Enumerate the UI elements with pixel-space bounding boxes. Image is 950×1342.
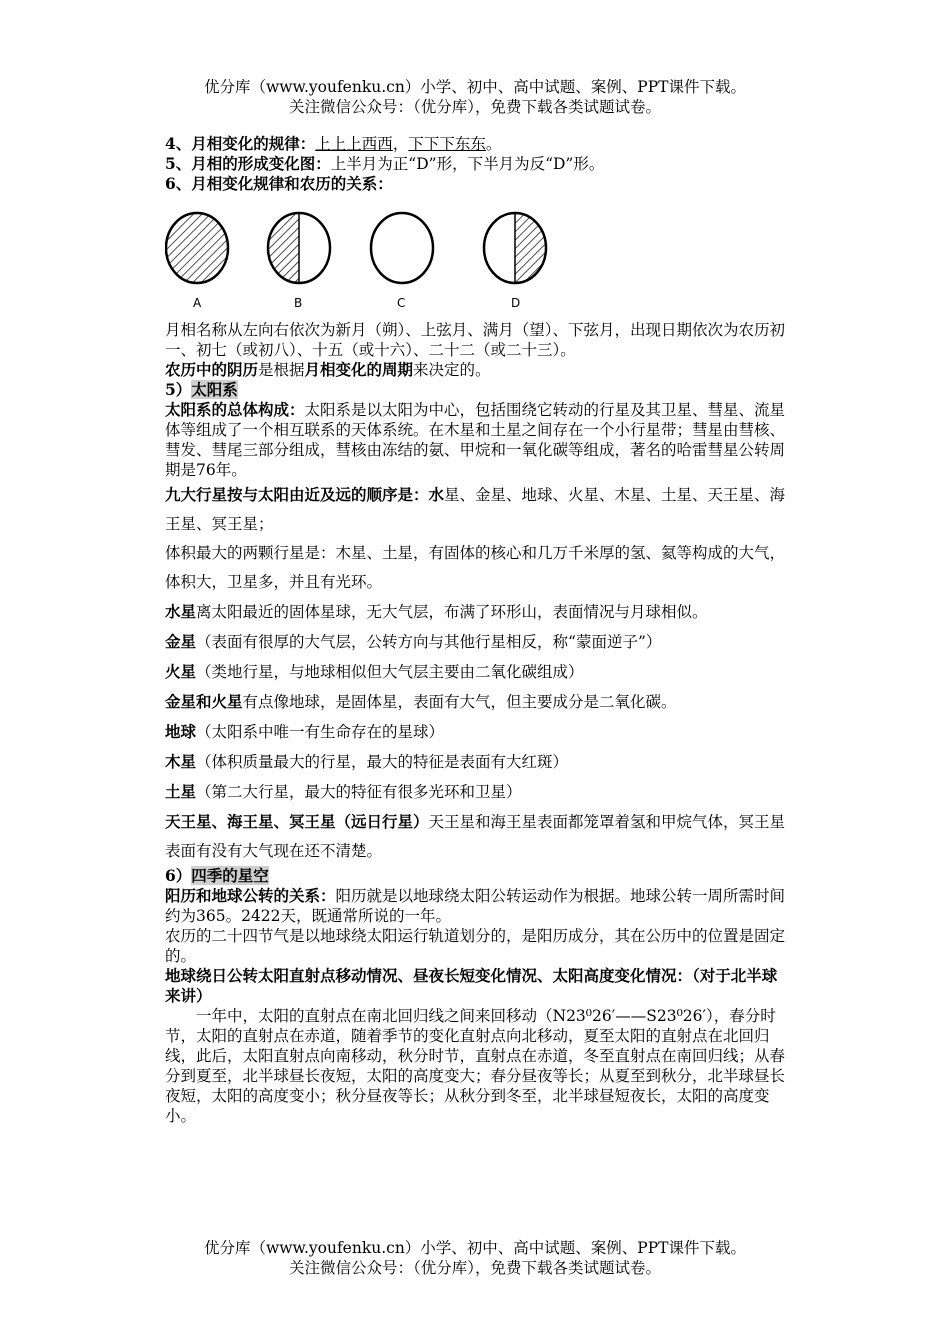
solar-terms: 农历的二十四节气是以地球绕太阳运行轨道划分的，是阳历成分，其在公历中的位置是固定的。 [165, 927, 786, 965]
page-footer [0, 1238, 950, 1278]
largest-planets: 体积最大的两颗行星是：木星、土星，有固体的核心和几万千米厚的氢、氦等构成的大气，体积大，卫星多，并且有光环。 [165, 544, 786, 591]
section-heading-four-seasons: 6）四季的星空 [165, 866, 269, 885]
planet-venus-mars: 金星和火星有点像地球，是固体星，表面有大气，但主要成分是二氧化碳。 [165, 692, 677, 711]
moon-label-b: B [294, 296, 303, 310]
moon-phase-description: 月相名称从左向右依次为新月（朔）、上弦月、满月（望）、下弦月，出现日期依次为农历初一、初七（或初八）、十五（或十六）、二十二（或二十三）。 [165, 321, 786, 359]
header-line-2: 关注微信公众号：（优分库），免费下载各类试题试卷。 [288, 98, 661, 116]
planet-saturn: 土星（第二大行星，最大的特征有很多光环和卫星） [165, 782, 522, 801]
planet-mercury: 水星离太阳最近的固体星球，无大气层，布满了环形山，表面情况与月球相似。 [165, 602, 708, 621]
page-header [0, 77, 950, 117]
moon-phase-diagram-text: 5、月相的形成变化图：上半月为正“D”形，下半月为反“D”形。 [165, 154, 605, 173]
moon-phase-rule: 4、月相变化的规律：上上上西西，下下下东东。 [165, 134, 502, 153]
blank-answer-2: 下下下东东 [408, 135, 486, 153]
section-heading-solar-system: 5）太阳系 [165, 380, 238, 399]
orbit-paragraph: 一年中，太阳的直射点在南北回归线之间来回移动（N23⁰26′——S23⁰26′），春分时节，太阳的直射点在赤道，随着季节的变化直射点向北移动，夏至太阳的直射点在北回归线，此后，太阳直射点向南移动，秋分时节，直射点在赤道，冬至直射点在南回归线；从春分到夏至，北半球昼长夜短，太阳的高度变大；春分昼夜等长；从夏至到秋分，北半球昼长夜短，太阳的高度变小；秋分昼夜等长；从秋分到冬至，北半球昼短夜长，太阳的高度变小。 [165, 1007, 786, 1125]
footer-line-1: 优分库（www.youfenku.cn）小学、初中、高中试题、案例、PPT课件下载。 [203, 1239, 747, 1257]
blank-answer-1: 上上上西西 [315, 135, 393, 153]
moon-label-c: C [397, 296, 406, 310]
planet-jupiter: 木星（体积质量最大的行星，最大的特征是表面有大红斑） [165, 752, 569, 771]
solar-calendar-relation: 阳历和地球公转的关系：阳历就是以地球绕太阳公转运动作为根据。地球公转一周所需时间约为365。2422天，既通常所说的一年。 [165, 886, 786, 925]
lunar-calendar-note: 农历中的阴历是根据月相变化的周期来决定的。 [165, 360, 491, 379]
orbit-heading: 地球绕日公转太阳直射点移动情况、昼夜长短变化情况、太阳高度变化情况：（对于北半球来讲） [165, 966, 778, 1005]
moon-phase-figure [165, 208, 791, 312]
moon-phase-svg [165, 208, 585, 312]
planet-mars: 火星（类地行星，与地球相似但大气层主要由二氧化碳组成） [165, 662, 584, 681]
planet-earth: 地球（太阳系中唯一有生命存在的星球） [165, 722, 445, 741]
footer-line-2: 关注微信公众号：（优分库），免费下载各类试题试卷。 [288, 1259, 661, 1277]
moon-c-full [371, 213, 433, 283]
moon-b-first-quarter [268, 213, 330, 283]
header-line-1: 优分库（www.youfenku.cn）小学、初中、高中试题、案例、PPT课件下载。 [203, 78, 747, 96]
document-body [165, 134, 791, 1126]
moon-d-last-quarter [484, 213, 546, 283]
planet-order: 九大行星按与太阳由近及远的顺序是：水星、金星、地球、火星、木星、土星、天王星、海王星、冥王星； [165, 485, 786, 533]
solar-system-composition: 太阳系的总体构成：太阳系是以太阳为中心，包括围绕它转动的行星及其卫星、彗星、流星体等组成了一个相互联系的天体系统。在木星和土星之间存在一个小行星带；彗星由彗核、彗发、彗尾三部分组成，彗核由冻结的氨、甲烷和一氧化碳等组成，著名的哈雷彗星公转周期是76年。 [165, 400, 786, 479]
moon-label-a: A [193, 296, 202, 310]
planet-outer: 天王星、海王星、冥王星（远日行星）天王星和海王星表面都笼罩着氢和甲烷气体，冥王星表面有没有大气现在还不清楚。 [165, 812, 786, 860]
planet-venus: 金星（表面有很厚的大气层，公转方向与其他行星相反，称“蒙面逆子”） [165, 632, 662, 651]
moon-a-new [166, 213, 228, 283]
moon-lunar-relation-heading: 6、月相变化规律和农历的关系： [165, 174, 393, 193]
moon-label-d: D [511, 296, 521, 310]
